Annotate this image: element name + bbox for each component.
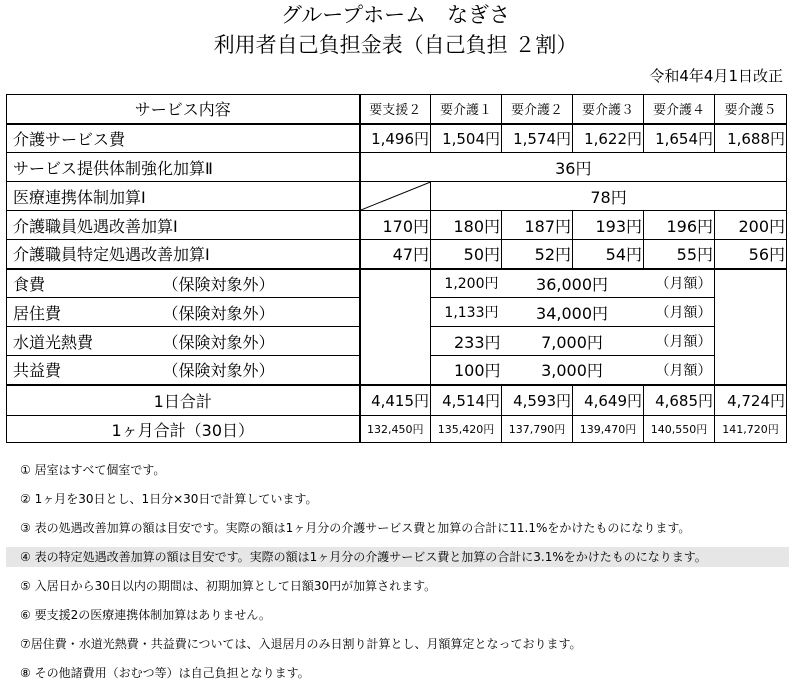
notes-list <box>20 462 790 694</box>
monthly-value: 36,000円 <box>502 269 644 298</box>
note-item: ⑦居住費・水道光熱費・共益費については、入退居月のみ日割り計算とし、月額算定となっております。 <box>20 637 582 651</box>
not-applicable-cell <box>360 182 431 211</box>
revision-date: 令和4年4月1日改正 <box>649 67 783 85</box>
value-cell: 1,688円 <box>715 124 787 153</box>
specific-treatment-row <box>7 240 787 269</box>
total-cell: 132,450円 <box>360 416 431 443</box>
note-item: ⑤ 入居日から30日以内の期間は、初期加算として日額30円が加算されます。 <box>20 579 437 593</box>
note-item: ① 居室はすべて個室です。 <box>20 463 166 477</box>
note-item: ③ 表の処遇改善加算の額は目安です。実際の額は1ヶ月分の介護サービス費と加算の合計に11.1%をかけたものになります。 <box>20 521 691 535</box>
empty-cell <box>715 298 787 327</box>
value-cell: 47円 <box>360 240 431 269</box>
total-cell: 140,550円 <box>644 416 715 443</box>
level-header: 要介護５ <box>715 95 787 124</box>
total-cell: 135,420円 <box>431 416 502 443</box>
empty-cell <box>360 269 431 298</box>
empty-cell <box>360 356 431 385</box>
row-label: 食費 <box>7 269 157 298</box>
total-cell: 137,790円 <box>502 416 573 443</box>
value-cell: 55円 <box>644 240 715 269</box>
monthly-value: 7,000円 <box>502 327 644 356</box>
row-label: 1ヶ月合計（30日） <box>7 416 360 443</box>
empty-cell <box>360 327 431 356</box>
daily-value: 1,133円 <box>431 298 502 327</box>
value-cell: 52円 <box>502 240 573 269</box>
note-item-highlighted: ④ 表の特定処遇改善加算の額は目安です。実際の額は1ヶ月分の介護サービス費と加算の合計に3.1%をかけたものになります。 <box>6 547 789 567</box>
service-header: サービス内容 <box>7 95 360 124</box>
row-note: （保険対象外） <box>157 298 360 327</box>
monthly-label: （月額） <box>644 298 715 327</box>
total-cell: 141,720円 <box>715 416 787 443</box>
level-header: 要介護３ <box>573 95 644 124</box>
total-cell: 4,415円 <box>360 385 431 416</box>
note-item: ⑧ その他諸費用（おむつ等）は自己負担となります。 <box>20 666 310 680</box>
row-label: 1日合計 <box>7 385 360 416</box>
monthly-value: 34,000円 <box>502 298 644 327</box>
daily-value: 1,200円 <box>431 269 502 298</box>
row-note: （保険対象外） <box>157 327 360 356</box>
monthly-value: 3,000円 <box>502 356 644 385</box>
staff-treatment-row <box>7 211 787 240</box>
care-service-row <box>7 124 787 153</box>
value-cell: 200円 <box>715 211 787 240</box>
row-label: 介護職員特定処遇改善加算Ⅰ <box>7 240 360 269</box>
row-label: 共益費 <box>7 356 157 385</box>
total-cell: 4,514円 <box>431 385 502 416</box>
table-title: 利用者自己負担金表（自己負担 ２割） <box>213 33 578 57</box>
row-label: 介護サービス費 <box>7 124 360 153</box>
value-cell: 193円 <box>573 211 644 240</box>
utilities-row <box>7 327 787 356</box>
total-cell: 4,649円 <box>573 385 644 416</box>
service-system-row <box>7 153 787 182</box>
value-cell: 187円 <box>502 211 573 240</box>
value-cell: 1,654円 <box>644 124 715 153</box>
daily-value: 100円 <box>431 356 502 385</box>
row-label: 介護職員処遇改善加算Ⅰ <box>7 211 360 240</box>
value-cell: 54円 <box>573 240 644 269</box>
fee-table <box>6 94 787 443</box>
note-item: ② 1ヶ月を30日とし、1日分×30日で計算しています。 <box>20 492 318 506</box>
level-header: 要介護２ <box>502 95 573 124</box>
food-row <box>7 269 787 298</box>
monthly-label: （月額） <box>644 269 715 298</box>
value-cell: 1,504円 <box>431 124 502 153</box>
merged-value-cell: 36円 <box>360 153 787 182</box>
value-cell: 170円 <box>360 211 431 240</box>
value-cell: 1,574円 <box>502 124 573 153</box>
row-note: （保険対象外） <box>157 269 360 298</box>
row-label: サービス提供体制強化加算Ⅱ <box>7 153 360 182</box>
note-item: ⑥ 要支援2の医療連携体制加算はありません。 <box>20 608 271 622</box>
empty-cell <box>715 356 787 385</box>
total-cell: 139,470円 <box>573 416 644 443</box>
monthly-total-row <box>7 416 787 443</box>
value-cell: 56円 <box>715 240 787 269</box>
merged-value-cell: 78円 <box>431 182 787 211</box>
rent-row <box>7 298 787 327</box>
row-label: 医療連携体制加算Ⅰ <box>7 182 360 211</box>
empty-cell <box>715 269 787 298</box>
daily-value: 233円 <box>431 327 502 356</box>
facility-name: グループホーム なぎさ <box>280 3 511 27</box>
total-cell: 4,724円 <box>715 385 787 416</box>
total-cell: 4,593円 <box>502 385 573 416</box>
value-cell: 196円 <box>644 211 715 240</box>
empty-cell <box>715 327 787 356</box>
row-label: 水道光熱費 <box>7 327 157 356</box>
monthly-label: （月額） <box>644 327 715 356</box>
common-row <box>7 356 787 385</box>
level-header: 要介護４ <box>644 95 715 124</box>
value-cell: 180円 <box>431 211 502 240</box>
header-row <box>7 95 787 124</box>
empty-cell <box>360 298 431 327</box>
value-cell: 50円 <box>431 240 502 269</box>
row-label: 居住費 <box>7 298 157 327</box>
total-cell: 4,685円 <box>644 385 715 416</box>
medical-row <box>7 182 787 211</box>
level-header: 要支援２ <box>360 95 431 124</box>
daily-total-row <box>7 385 787 416</box>
row-note: （保険対象外） <box>157 356 360 385</box>
monthly-label: （月額） <box>644 356 715 385</box>
level-header: 要介護１ <box>431 95 502 124</box>
value-cell: 1,622円 <box>573 124 644 153</box>
value-cell: 1,496円 <box>360 124 431 153</box>
